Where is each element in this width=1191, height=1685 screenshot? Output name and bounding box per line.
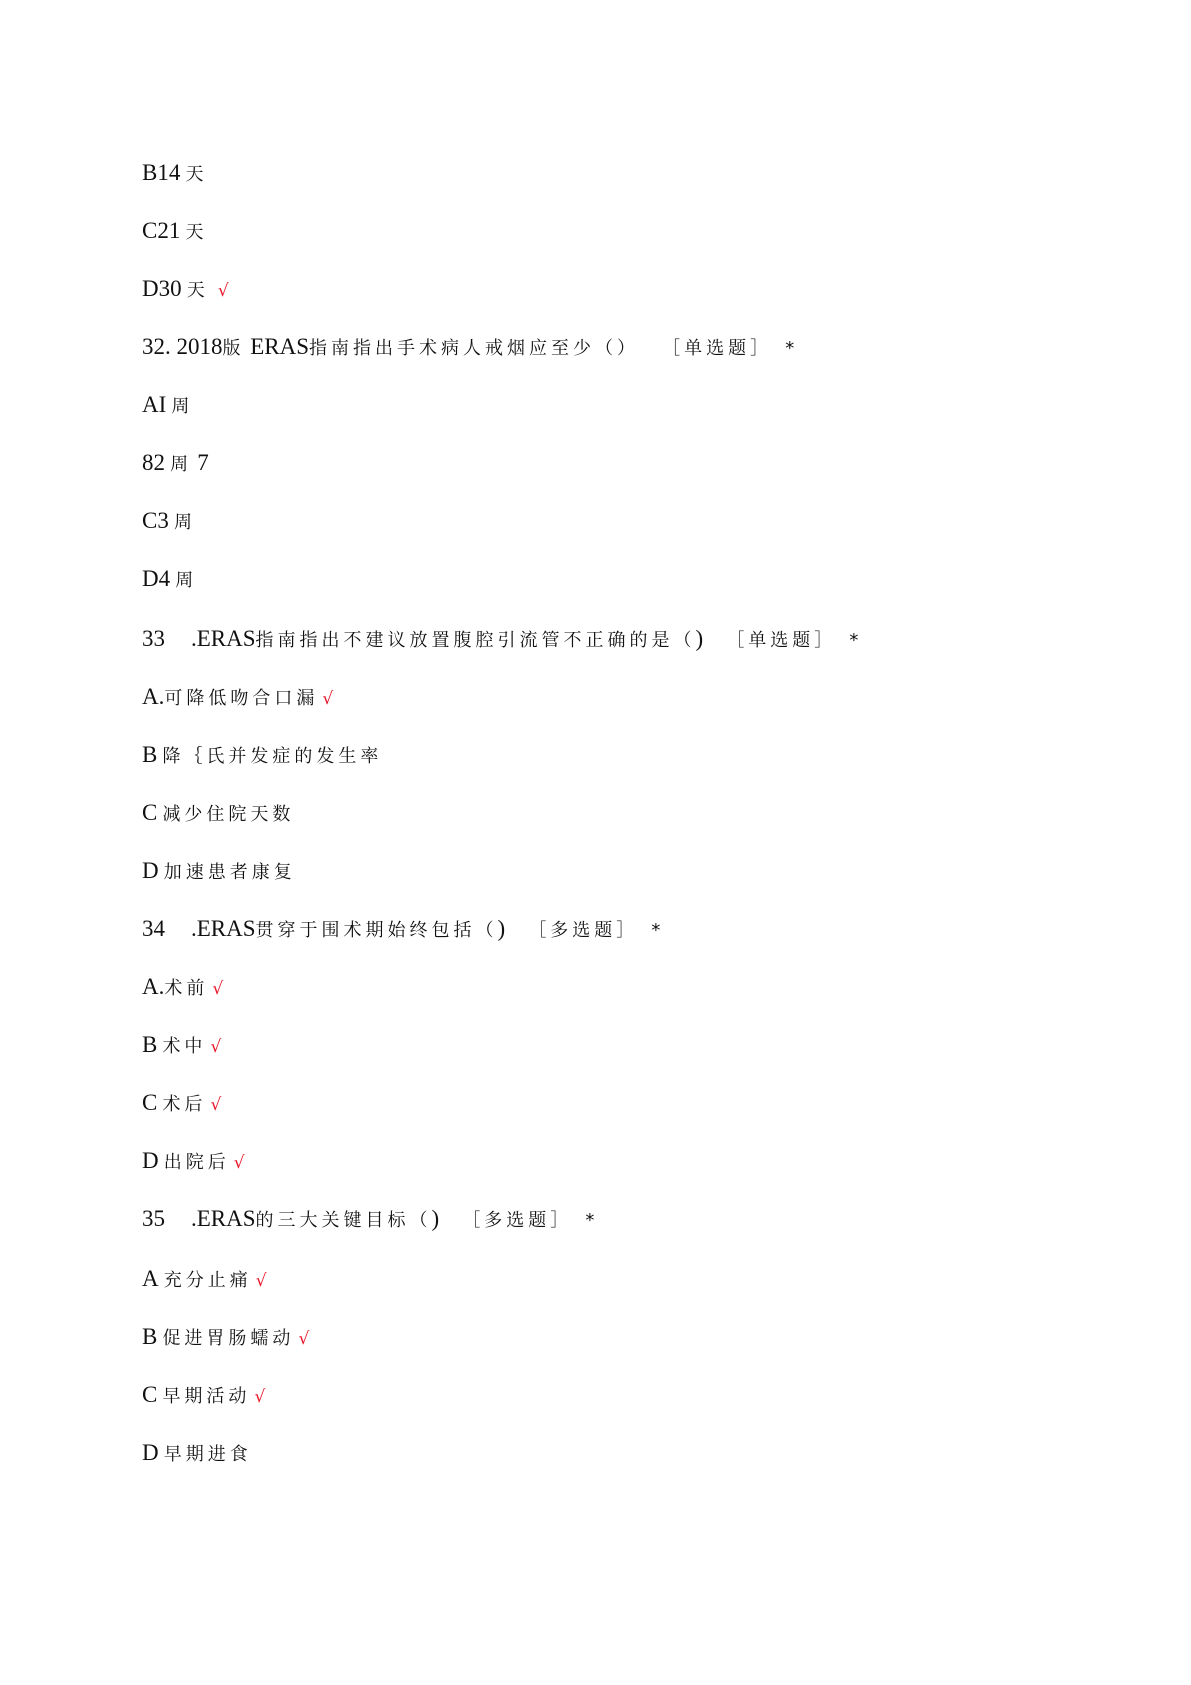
option-text: 天 <box>185 164 208 185</box>
question-text-part: 版 <box>222 338 245 359</box>
option-line <box>142 1145 245 1177</box>
option-line <box>142 1321 309 1353</box>
option-extra: 7 <box>197 450 209 475</box>
question-line-33 <box>142 623 858 655</box>
option-text: 术前 <box>164 978 209 999</box>
option-letter: C <box>142 1090 158 1115</box>
option-letter: 82 <box>142 450 165 475</box>
checkmark-icon: √ <box>298 1329 310 1349</box>
option-text: 降｛氏并发症的发生率 <box>162 746 383 767</box>
question-text: 贯穿于围术期始终包括（ <box>255 920 498 941</box>
option-text: 早期进食 <box>163 1444 252 1465</box>
option-line <box>142 447 209 479</box>
option-letter: A. <box>142 974 165 999</box>
checkmark-icon: √ <box>255 1271 267 1291</box>
option-text: 可降低吻合口漏 <box>164 688 319 709</box>
question-type-tag: ［单选题］ <box>662 338 773 359</box>
option-text: 术后 <box>162 1094 207 1115</box>
option-text: 早期活动 <box>162 1386 251 1407</box>
option-letter: A. <box>142 684 165 709</box>
required-marker: * <box>785 338 795 359</box>
checkmark-icon: √ <box>212 979 224 999</box>
question-line-32 <box>142 331 794 363</box>
question-acronym: .ERAS <box>191 626 256 651</box>
checkmark-icon: √ <box>233 1153 245 1173</box>
question-number: 34 <box>142 916 165 941</box>
option-text: 加速患者康复 <box>163 862 296 883</box>
option-line <box>142 157 207 189</box>
question-line-34 <box>142 913 660 945</box>
required-marker: * <box>849 630 859 651</box>
question-paren: ) <box>431 1206 440 1231</box>
checkmark-icon: √ <box>322 689 334 709</box>
option-line <box>142 215 207 247</box>
option-text: 周 <box>171 396 194 417</box>
question-type-tag: ［多选题］ <box>528 920 639 941</box>
question-acronym: .ERAS <box>191 1206 256 1231</box>
option-line <box>142 1087 221 1119</box>
option-text: 周 <box>170 454 193 475</box>
option-letter: C <box>142 800 158 825</box>
question-number: 32. <box>142 334 171 359</box>
option-letter: C21 <box>142 218 181 243</box>
option-line <box>142 855 296 887</box>
checkmark-icon: √ <box>210 1037 222 1057</box>
question-acronym: .ERAS <box>191 916 256 941</box>
question-year: 2018 <box>170 334 223 359</box>
question-paren: ) <box>497 916 506 941</box>
option-line <box>142 797 294 829</box>
option-text: 术中 <box>162 1036 207 1057</box>
option-letter: C <box>142 1382 158 1407</box>
option-text: 天 <box>186 280 209 301</box>
option-line <box>142 1437 252 1469</box>
option-letter: B14 <box>142 160 181 185</box>
question-type-tag: ［多选题］ <box>462 1210 573 1231</box>
option-line <box>142 739 382 771</box>
option-letter: AI <box>142 392 167 417</box>
question-acronym: ERAS <box>244 334 310 359</box>
option-text: 周 <box>175 570 198 591</box>
required-marker: * <box>585 1210 595 1231</box>
question-text: 指南指出手术病人戒烟应至少（） <box>309 338 640 359</box>
option-text: 减少住院天数 <box>162 804 295 825</box>
option-text: 充分止痛 <box>163 1270 252 1291</box>
option-letter: D <box>142 1440 159 1465</box>
option-letter: C3 <box>142 508 169 533</box>
checkmark-icon: √ <box>217 281 229 301</box>
option-line <box>142 1029 221 1061</box>
question-paren: ) <box>695 626 704 651</box>
option-line <box>142 1379 265 1411</box>
option-line <box>142 1263 267 1295</box>
option-letter: D <box>142 1148 159 1173</box>
option-line <box>142 273 229 305</box>
option-line <box>142 971 223 1003</box>
option-text: 促进胃肠蠕动 <box>162 1328 295 1349</box>
option-text: 出院后 <box>163 1152 230 1173</box>
required-marker: * <box>651 920 661 941</box>
option-line <box>142 505 196 537</box>
option-letter: B <box>142 1032 158 1057</box>
question-number: 33 <box>142 626 165 651</box>
option-letter: D <box>142 858 159 883</box>
option-line <box>142 389 193 421</box>
option-letter: D30 <box>142 276 182 301</box>
option-text: 天 <box>185 222 208 243</box>
checkmark-icon: √ <box>210 1095 222 1115</box>
question-line-35 <box>142 1203 594 1235</box>
question-type-tag: ［单选题］ <box>726 630 837 651</box>
option-line <box>142 681 333 713</box>
option-letter: B <box>142 742 158 767</box>
question-number: 35 <box>142 1206 165 1231</box>
option-letter: A <box>142 1266 159 1291</box>
question-text: 的三大关键目标（ <box>255 1210 432 1231</box>
checkmark-icon: √ <box>254 1387 266 1407</box>
option-letter: B <box>142 1324 158 1349</box>
option-line <box>142 563 197 595</box>
question-text: 指南指出不建议放置腹腔引流管不正确的是（ <box>255 630 696 651</box>
option-letter: D4 <box>142 566 171 591</box>
option-text: 周 <box>173 512 196 533</box>
